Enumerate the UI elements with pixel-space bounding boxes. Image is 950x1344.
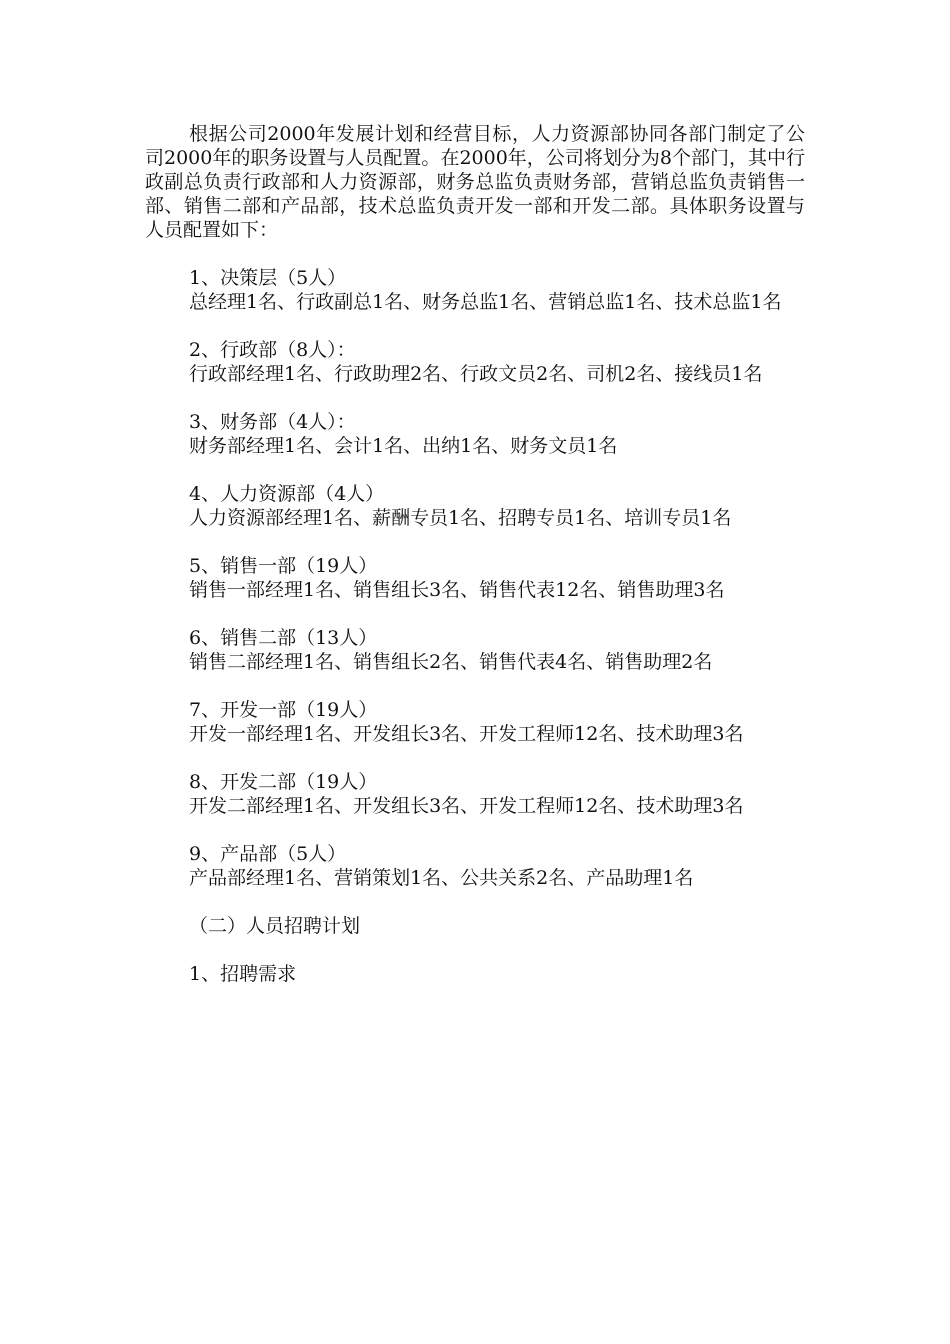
section-heading: 3、财务部（4人）： xyxy=(189,411,356,433)
section-body: 人力资源部经理1名、薪酬专员1名、招聘专员1名、培训专员1名 xyxy=(189,507,732,529)
section-finance-dept xyxy=(145,410,805,458)
section-body: 行政部经理1名、行政助理2名、行政文员2名、司机2名、接线员1名 xyxy=(189,363,763,385)
section-sales-1 xyxy=(145,554,805,602)
section-heading: 8、开发二部（19人） xyxy=(189,771,378,793)
section-product-dept xyxy=(145,842,805,890)
section-dev-1 xyxy=(145,698,805,746)
document-page xyxy=(145,122,805,986)
section-heading: 6、销售二部（13人） xyxy=(189,627,378,649)
section-hr-dept xyxy=(145,482,805,530)
section-decision-layer xyxy=(145,266,805,314)
section-body: 销售二部经理1名、销售组长2名、销售代表4名、销售助理2名 xyxy=(189,651,713,673)
section-body: 财务部经理1名、会计1名、出纳1名、财务文员1名 xyxy=(189,435,618,457)
recruitment-plan-heading: （二）人员招聘计划 xyxy=(189,915,361,937)
intro-paragraph: 根据公司2000年发展计划和经营目标，人力资源部协同各部门制定了公司2000年的职务设置与人员配置。在2000年，公司将划分为8个部门，其中行政副总负责行政部和人力资源部，财务总监负责财务部，营销总监负责销售一部、销售二部和产品部，技术总监负责开发一部和开发二部。具体职务设置与人员配置如下： xyxy=(145,123,805,241)
section-heading: 7、开发一部（19人） xyxy=(189,699,378,721)
section-heading: 2、行政部（8人）： xyxy=(189,339,356,361)
section-heading: 5、销售一部（19人） xyxy=(189,555,378,577)
section-heading: 4、人力资源部（4人） xyxy=(189,483,385,505)
recruitment-needs-heading: 1、招聘需求 xyxy=(189,963,297,985)
section-body: 产品部经理1名、营销策划1名、公共关系2名、产品助理1名 xyxy=(189,867,694,889)
section-heading: 9、产品部（5人） xyxy=(189,843,347,865)
section-dev-2 xyxy=(145,770,805,818)
section-body: 总经理1名、行政副总1名、财务总监1名、营销总监1名、技术总监1名 xyxy=(189,291,782,313)
section-body: 开发二部经理1名、开发组长3名、开发工程师12名、技术助理3名 xyxy=(189,795,744,817)
section-body: 销售一部经理1名、销售组长3名、销售代表12名、销售助理3名 xyxy=(189,579,725,601)
section-admin-dept xyxy=(145,338,805,386)
section-sales-2 xyxy=(145,626,805,674)
section-body: 开发一部经理1名、开发组长3名、开发工程师12名、技术助理3名 xyxy=(189,723,744,745)
section-heading: 1、决策层（5人） xyxy=(189,267,347,289)
